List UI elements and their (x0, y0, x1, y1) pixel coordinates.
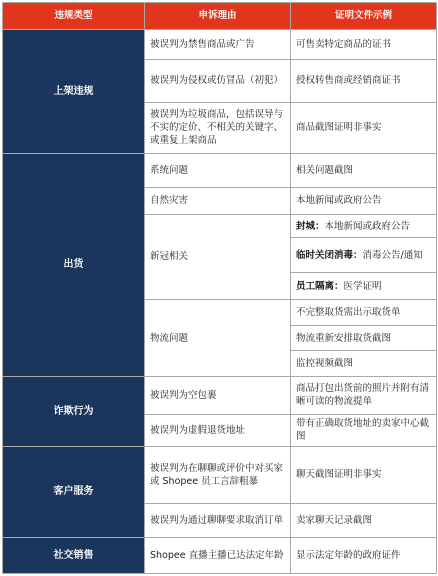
table-row (3, 537, 437, 573)
evidence-cell: 商品截图证明非事实 (291, 103, 437, 154)
appeal-reason-cell: 自然灾害 (145, 187, 291, 214)
evidence-cell: 带有正确取货地址的卖家中心截图 (291, 414, 437, 446)
evidence-text: 医学证明 (343, 280, 382, 292)
evidence-cell (291, 238, 437, 273)
appeal-reason-cell: 被误判为虚假退货地址 (145, 414, 291, 446)
header-appeal-reason: 申诉理由 (145, 3, 291, 30)
appeal-reason-cell: 新冠相关 (145, 214, 291, 300)
evidence-cell (291, 214, 437, 238)
evidence-cell: 聊天截图证明非事实 (291, 446, 437, 503)
category-listing: 上架违规 (3, 29, 145, 153)
category-customer-service: 客户服务 (3, 446, 145, 537)
evidence-cell: 卖家聊天记录截图 (291, 503, 437, 537)
appeal-reason-cell: 被误判为空包裹 (145, 376, 291, 414)
header-evidence-example: 证明文件示例 (291, 3, 437, 30)
appeal-reason-cell: 被误判为通过聊聊要求取消订单 (145, 503, 291, 537)
appeal-reason-cell: 被误判为禁售商品或广告 (145, 29, 291, 59)
evidence-cell: 监控视频截图 (291, 350, 437, 376)
table-row (3, 29, 437, 59)
evidence-keyword: 封城： (296, 220, 325, 232)
evidence-cell (291, 273, 437, 300)
category-fraud: 诈欺行为 (3, 376, 145, 446)
evidence-cell: 物流重新安排取货截图 (291, 326, 437, 351)
evidence-cell: 商品打包出货前的照片并附有清晰可读的物流提单 (291, 376, 437, 414)
appeal-reason-cell: 被误判为侵权或仿冒品（初犯） (145, 59, 291, 102)
category-social-sales: 社交销售 (3, 537, 145, 573)
evidence-text: 消毒公告/通知 (362, 249, 423, 261)
appeal-reason-cell: 系统问题 (145, 153, 291, 187)
evidence-cell: 显示法定年龄的政府证件 (291, 537, 437, 573)
evidence-cell: 不完整取货需出示取货单 (291, 300, 437, 326)
table-row (3, 153, 437, 187)
evidence-cell: 授权转售商或经销商证书 (291, 59, 437, 102)
evidence-cell: 可售卖特定商品的证书 (291, 29, 437, 59)
evidence-cell: 相关问题截图 (291, 153, 437, 187)
appeal-reason-cell: 物流问题 (145, 300, 291, 376)
appeal-reason-cell: 被误判为垃圾商品，包括误导与不实的定价、不相关的关键字、或重复上架商品 (145, 103, 291, 154)
appeal-reason-cell: 被误判为在聊聊或评价中对买家或 Shopee 员工言辞粗暴 (145, 446, 291, 503)
appeal-reasons-table (2, 2, 437, 574)
evidence-text: 本地新闻或政府公告 (324, 220, 411, 232)
category-shipping: 出货 (3, 153, 145, 376)
table-row (3, 446, 437, 503)
evidence-keyword: 员工隔离： (296, 280, 344, 292)
header-violation-type: 违规类型 (3, 3, 145, 30)
table-header-row (3, 3, 437, 30)
appeal-reason-cell: Shopee 直播主播已达法定年龄 (145, 537, 291, 573)
table-row (3, 376, 437, 414)
evidence-cell: 本地新闻或政府公告 (291, 187, 437, 214)
evidence-keyword: 临时关闭消毒： (296, 249, 363, 261)
